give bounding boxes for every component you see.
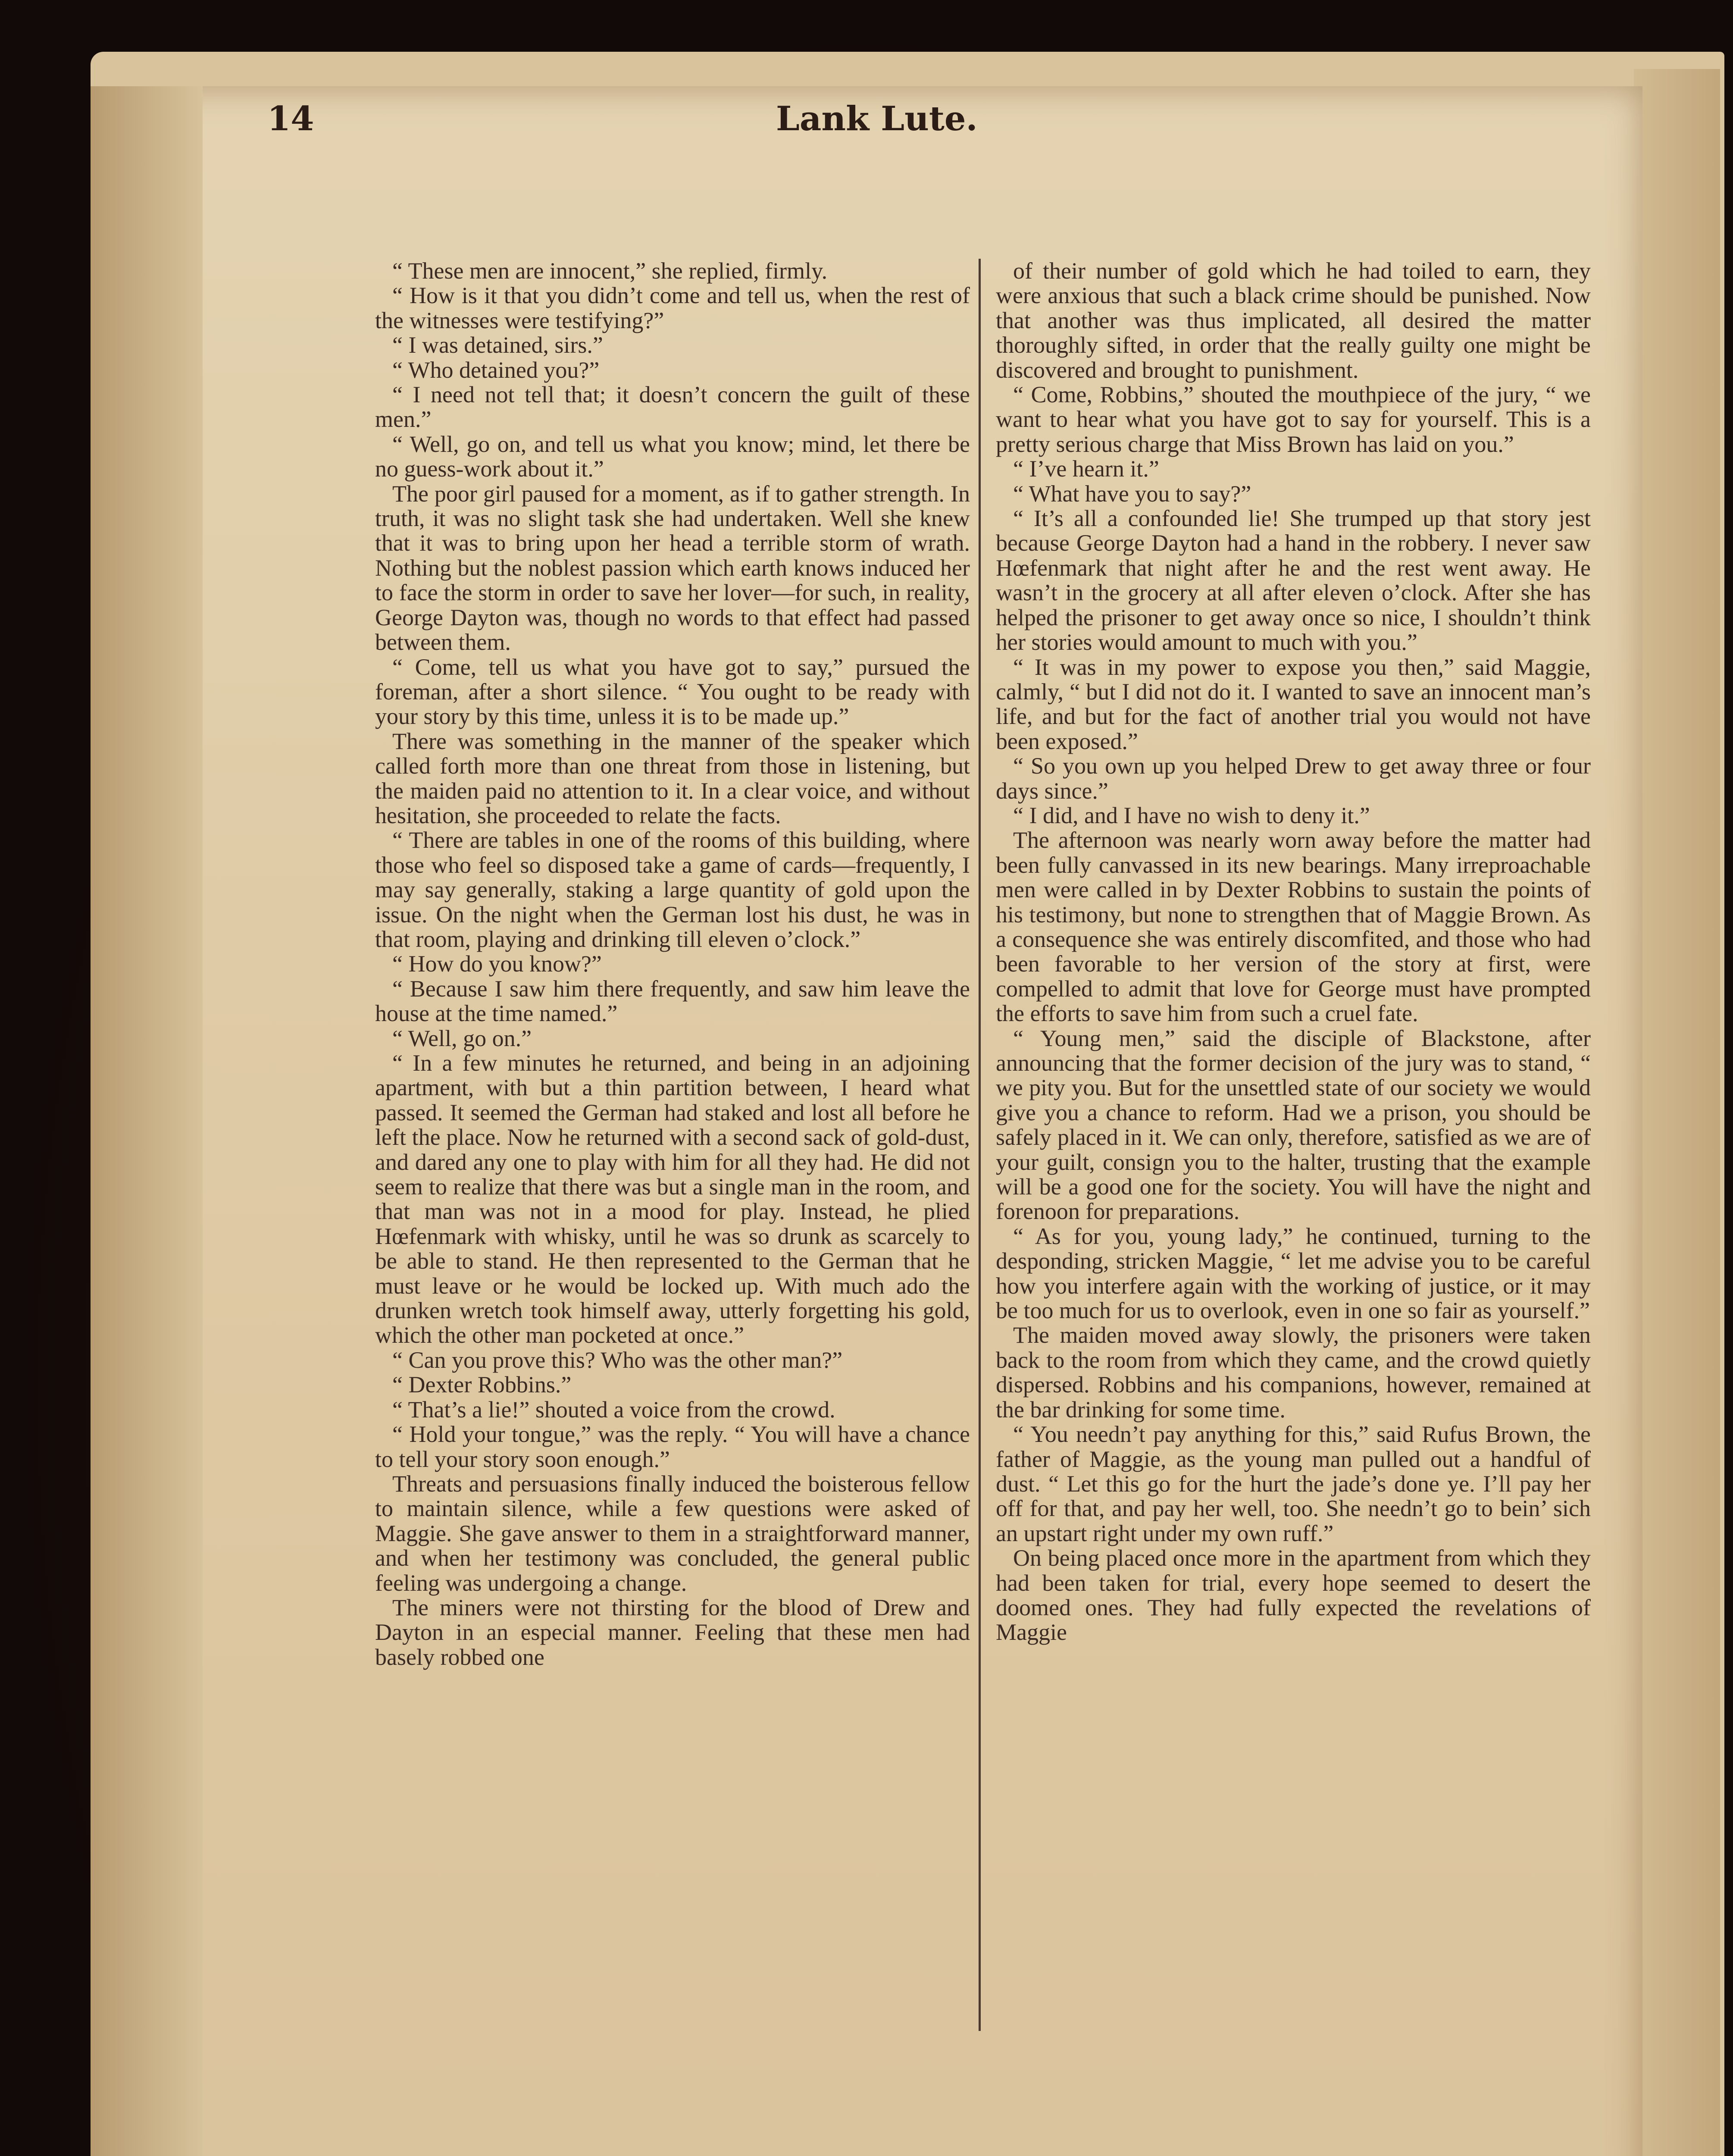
binding-stain bbox=[91, 86, 203, 2156]
paragraph: “ How is it that you didn’t come and tell us, when the rest of the witnesses were testifying?” bbox=[375, 282, 970, 333]
page-number: 14 bbox=[267, 99, 314, 138]
paragraph: There was something in the manner of the speaker which called forth more than one threat from those in listening, but the maiden paid no attention to it. In a clear voice, and without hesitation, she proceeded to relate the facts. bbox=[375, 728, 970, 828]
paragraph: “ Come, Robbins,” shouted the mouthpiece of the jury, “ we want to hear what you have got to say for yourself. This is a pretty serious charge that Miss Brown has laid on you.” bbox=[996, 382, 1591, 457]
right-page-edge bbox=[1634, 69, 1720, 2156]
paragraph: “ Well, go on.” bbox=[392, 1025, 532, 1051]
paragraph: “ I need not tell that; it doesn’t concern the guilt of these men.” bbox=[375, 382, 970, 432]
paragraph: Threats and persuasions finally induced the boisterous fellow to maintain silence, while a few questions were asked of Maggie. She gave answer to them in a straightforward manner, and when her testimony was concluded, the general public feeling was undergoing a change. bbox=[375, 1470, 970, 1596]
paragraph: “ These men are innocent,” she replied, firmly. bbox=[392, 259, 828, 284]
running-title: Lank Lute. bbox=[776, 99, 978, 138]
paragraph: The miners were not thirsting for the blood of Drew and Dayton in an especial manner. Feeling that these men had basely robbed one bbox=[375, 1594, 970, 1670]
paragraph: “ Well, go on, and tell us what you know; mind, let there be no guess-work about it.” bbox=[375, 431, 970, 482]
paragraph: On being placed once more in the apartment from which they had been taken for trial, every hope seemed to desert the doomed ones. They had fully expected the revelations of Maggie bbox=[996, 1545, 1591, 1645]
paragraph: “ Come, tell us what you have got to say,” pursued the foreman, after a short silence. “ You ought to be ready with your story by this time, unless it is to be made up.” bbox=[375, 654, 970, 730]
paragraph: “ Hold your tongue,” was the reply. “ You will have a chance to tell your story soon enough.” bbox=[375, 1421, 970, 1472]
paragraph: The poor girl paused for a moment, as if to gather strength. In truth, it was no slight task she had undertaken. Well she knew that it was to bring upon her head a terrible storm of wrath. Nothing but the noblest passion which earth knows induced her to face the storm in order to save her lover—for such, in reality, George Dayton was, though no words to that effect had passed between them. bbox=[375, 480, 970, 655]
paragraph: “ I was detained, sirs.” bbox=[392, 332, 603, 358]
paragraph: “ So you own up you helped Drew to get away three or four days since.” bbox=[996, 753, 1591, 804]
paragraph: “ Dexter Robbins.” bbox=[392, 1372, 572, 1398]
left-text-column bbox=[375, 259, 970, 2040]
column-rule bbox=[979, 259, 981, 2031]
paragraph: “ Young men,” said the disciple of Blackstone, after announcing that the former decision of the jury was to stand, “ we pity you. But for the unsettled state of our society we would give you a chance to reform. Had we a prison, you should be safely placed in it. We can only, therefore, satisfied as we are of your guilt, consign you to the halter, trusting that the example will be a good one for the society. You will have the night and forenoon for preparations. bbox=[996, 1025, 1591, 1225]
paragraph: “ It was in my power to expose you then,” said Maggie, calmly, “ but I did not do it. I wanted to save an innocent man’s life, and but for the fact of another trial you would not have been exposed.” bbox=[996, 654, 1591, 754]
paragraph: “ What have you to say?” bbox=[1013, 480, 1251, 507]
paragraph: “ I did, and I have no wish to deny it.” bbox=[1013, 802, 1370, 828]
paragraph: “ It’s all a confounded lie! She trumped up that story jest because George Dayton had a hand in the robbery. I never saw Hœfenmark that night after he and the rest went away. He wasn’t in the grocery at all after eleven o’clock. After she has helped the prisoner to get away once so nice, I shouldn’t think her stories would amount to much with you.” bbox=[996, 505, 1591, 655]
right-text-column bbox=[996, 259, 1591, 2040]
paragraph: “ That’s a lie!” shouted a voice from the crowd. bbox=[392, 1396, 835, 1423]
paragraph: “ I’ve hearn it.” bbox=[1013, 456, 1159, 482]
paragraph: “ You needn’t pay anything for this,” said Rufus Brown, the father of Maggie, as the young man pulled out a handful of dust. “ Let this go for the hurt the jade’s done ye. I’ll pay her off for that, and pay her well, too. She needn’t go to bein’ sich an upstart right under my own ruff.” bbox=[996, 1421, 1591, 1546]
paragraph: “ Can you prove this? Who was the other man?” bbox=[392, 1347, 843, 1373]
paragraph: The afternoon was nearly worn away before the matter had been fully canvassed in its new bearings. Many irreproachable men were called in by Dexter Robbins to sustain the points of his testimony, but none to strengthen that of Maggie Brown. As a consequence she was entirely discomfited, and those who had been favorable to her version of the story at first, were compelled to admit that love for George must have prompted the efforts to save him from such a cruel fate. bbox=[996, 827, 1591, 1027]
paragraph: “ Because I saw him there frequently, and saw him leave the house at the time named.” bbox=[375, 975, 970, 1027]
paragraph: The maiden moved away slowly, the prisoners were taken back to the room from which they came, and the crowd quietly dispersed. Robbins and his companions, however, remained at the bar drinking for some time. bbox=[996, 1322, 1591, 1423]
paragraph: “ How do you know?” bbox=[392, 951, 602, 977]
paragraph: “ There are tables in one of the rooms of this building, where those who feel so disposed take a game of cards—frequently, I may say generally, staking a large quantity of gold upon the issue. On the night when the German lost his dust, he was in that room, playing and drinking till eleven o’clock.” bbox=[375, 827, 970, 952]
paragraph: of their number of gold which he had toiled to earn, they were anxious that such a black crime should be punished. Now that another was thus implicated, all desired the matter thoroughly sifted, in order that the really guilty one might be discovered and brought to punishment. bbox=[996, 259, 1591, 383]
paragraph: “ Who detained you?” bbox=[392, 357, 600, 383]
paragraph: “ In a few minutes he returned, and being in an adjoining apartment, with but a thin partition between, I heard what passed. It seemed the German had staked and lost all before he left the place. Now he returned with a second sack of gold-dust, and dared any one to play with him for all they had. He did not seem to realize that there was but a single man in the room, and that man was not in a mood for play. Instead, he plied Hœfenmark with whisky, until he was so drunk as scarcely to be able to stand. He then represented to the German that he must leave or he would be locked up. With much ado the drunken wretch took himself away, utterly forgetting his gold, which the other man pocketed at once.” bbox=[375, 1050, 970, 1348]
paragraph: “ As for you, young lady,” he continued, turning to the desponding, stricken Maggie, “ let me advise you to be careful how you interfere again with the working of justice, or it may be too much for us to overlook, even in one so fair as yourself.” bbox=[996, 1223, 1591, 1324]
